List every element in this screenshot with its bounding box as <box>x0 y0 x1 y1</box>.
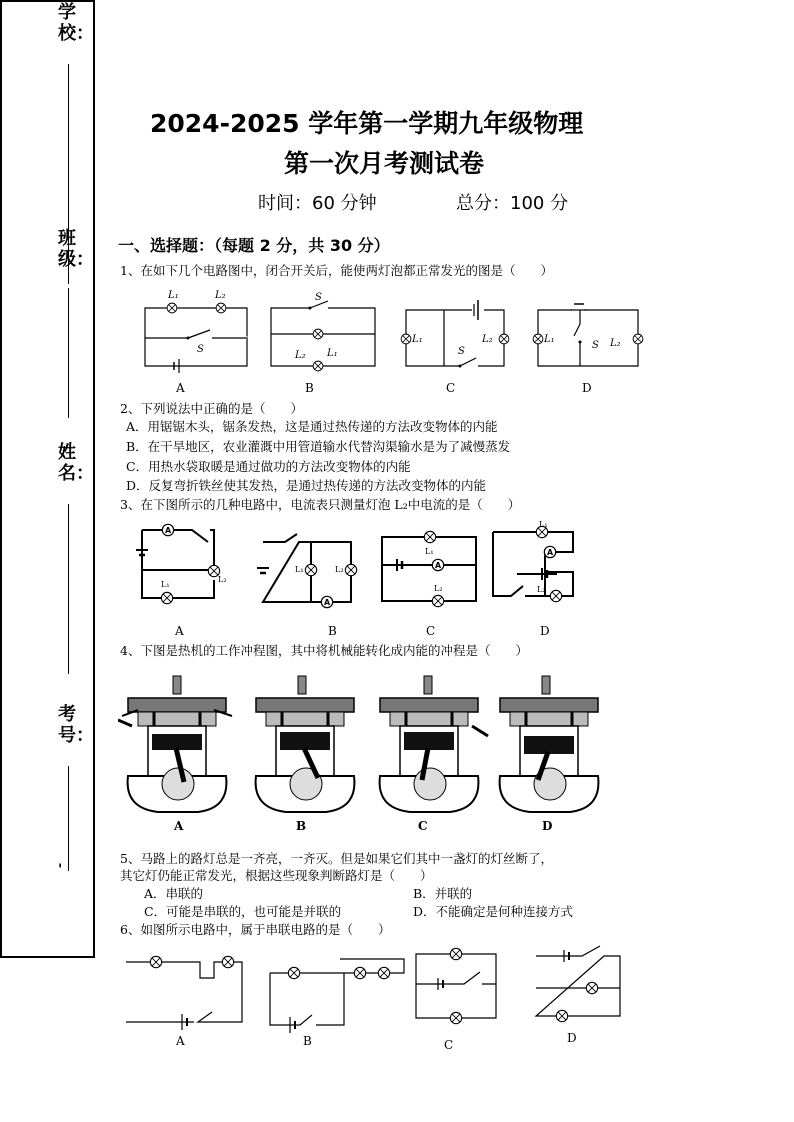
question-5-option-d: D．不能确定是何种连接方式 <box>413 904 574 919</box>
name-label: 姓名： <box>58 442 94 484</box>
q4-label-d: D <box>542 819 553 833</box>
question-5-option-a: A．串联的 <box>144 886 204 901</box>
engine-stroke-a <box>118 672 236 818</box>
section-title: 一、选择题：（每题 2 分，共 30 分） <box>118 236 390 255</box>
question-5-stem-line2: 其它灯仍能正常发光，根据这些现象判断路灯是（ ） <box>120 868 433 883</box>
q1d-l2-label: L₂ <box>610 338 621 349</box>
engine-stroke-b <box>250 672 360 818</box>
q6-circuit-d <box>530 942 626 1032</box>
q1b-s-label: S <box>315 292 322 303</box>
q6-label-d: D <box>567 1031 577 1045</box>
q1-label-d: D <box>582 381 592 395</box>
q1b-l1-label: L₁ <box>327 348 338 359</box>
engine-stroke-c <box>372 672 490 818</box>
q1a-l1-label: L₁ <box>168 290 179 301</box>
question-3-stem: 3、在下图所示的几种电路中，电流表只测量灯泡 L₂中电流的是（ ） <box>120 497 521 512</box>
sidebar-tick: ' <box>58 862 63 878</box>
q1a-l2-label: L₂ <box>215 290 226 301</box>
q6-circuit-a <box>122 948 248 1032</box>
question-5-stem-line1: 5、马路上的路灯总是一齐亮，一齐灭。但是如果它们其中一盏灯的灯丝断了， <box>120 851 553 866</box>
class-line <box>68 288 69 418</box>
student-info-sidebar <box>0 0 95 958</box>
q4-label-c: C <box>418 819 428 833</box>
question-5-option-b: B．并联的 <box>413 886 473 901</box>
q1-circuit-c <box>398 290 516 380</box>
q6-label-b: B <box>303 1034 312 1048</box>
q6-label-a: A <box>176 1034 185 1048</box>
q1-circuit-a <box>140 288 252 378</box>
q6-circuit-c <box>410 942 502 1034</box>
svg-text:L₁: L₁ <box>161 580 170 589</box>
q1c-s-label: S <box>458 346 465 357</box>
svg-text:L₁: L₁ <box>425 547 434 556</box>
q6-circuit-b <box>266 953 408 1033</box>
q3-circuit-a <box>132 520 248 612</box>
question-6-stem: 6、如图所示电路中，属于串联电路的是（ ） <box>120 922 391 937</box>
q1c-l1-label: L₁ <box>412 334 423 345</box>
q1-circuit-d <box>532 292 648 382</box>
q3-label-b: B <box>328 624 337 638</box>
q1-label-b: B <box>305 381 314 395</box>
q1-label-c: C <box>446 381 456 395</box>
school-label: 学校： <box>58 2 94 44</box>
engine-stroke-d <box>494 672 604 818</box>
svg-text:L₁: L₁ <box>295 565 304 574</box>
exam-time: 时间：60 分钟 <box>258 193 377 214</box>
q3-label-d: D <box>540 624 550 638</box>
q1d-l1-label: L₁ <box>544 334 555 345</box>
svg-text:L₂: L₂ <box>434 584 443 593</box>
q3-circuit-d <box>487 520 593 604</box>
question-2-option-a: A．用锯锯木头，锯条发热，这是通过热传递的方法改变物体的内能 <box>126 419 498 434</box>
q6-label-c: C <box>444 1038 454 1052</box>
question-4-stem: 4、下图是热机的工作冲程图，其中将机械能转化成内能的冲程是（ ） <box>120 643 528 658</box>
q3-label-c: C <box>426 624 436 638</box>
question-2-option-d: D．反复弯折铁丝使其发热，是通过热传递的方法改变物体的内能 <box>126 478 487 493</box>
exam-number-label: 考号： <box>58 704 94 746</box>
svg-text:L₁: L₁ <box>539 520 548 529</box>
page-title-line1: 2024-2025 学年第一学期九年级物理 <box>150 109 584 138</box>
name-line <box>68 504 69 674</box>
question-2-option-b: B．在干旱地区，农业灌溉中用管道输水代替沟渠输水是为了减慢蒸发 <box>126 439 511 454</box>
q1c-l2-label: L₂ <box>482 334 493 345</box>
svg-text:L₂: L₂ <box>218 575 227 584</box>
question-5-option-c: C．可能是串联的，也可能是并联的 <box>144 904 342 919</box>
q3-circuit-c <box>377 527 483 609</box>
q4-label-b: B <box>296 819 307 833</box>
q1d-s-label: S <box>592 340 599 351</box>
q4-label-a: A <box>174 819 184 833</box>
q1-circuit-b <box>268 290 380 380</box>
q1a-s-label: S <box>197 344 204 355</box>
class-label: 班级： <box>58 228 94 270</box>
question-2-stem: 2、下列说法中正确的是（ ） <box>120 401 303 416</box>
question-1-stem: 1、在如下几个电路图中，闭合开关后，能使两灯泡都正常发光的图是（ ） <box>120 263 553 278</box>
question-2-option-c: C．用热水袋取暖是通过做功的方法改变物体的内能 <box>126 459 411 474</box>
svg-text:L₂: L₂ <box>335 565 344 574</box>
page-title-line2: 第一次月考测试卷 <box>284 149 485 178</box>
q1b-l2-label: L₂ <box>295 350 306 361</box>
q3-circuit-b <box>255 524 359 614</box>
q1-label-a: A <box>176 381 185 395</box>
svg-text:L₂: L₂ <box>537 585 546 594</box>
exam-number-line <box>68 766 69 871</box>
exam-total-score: 总分：100 分 <box>456 193 569 214</box>
q3-label-a: A <box>175 624 184 638</box>
